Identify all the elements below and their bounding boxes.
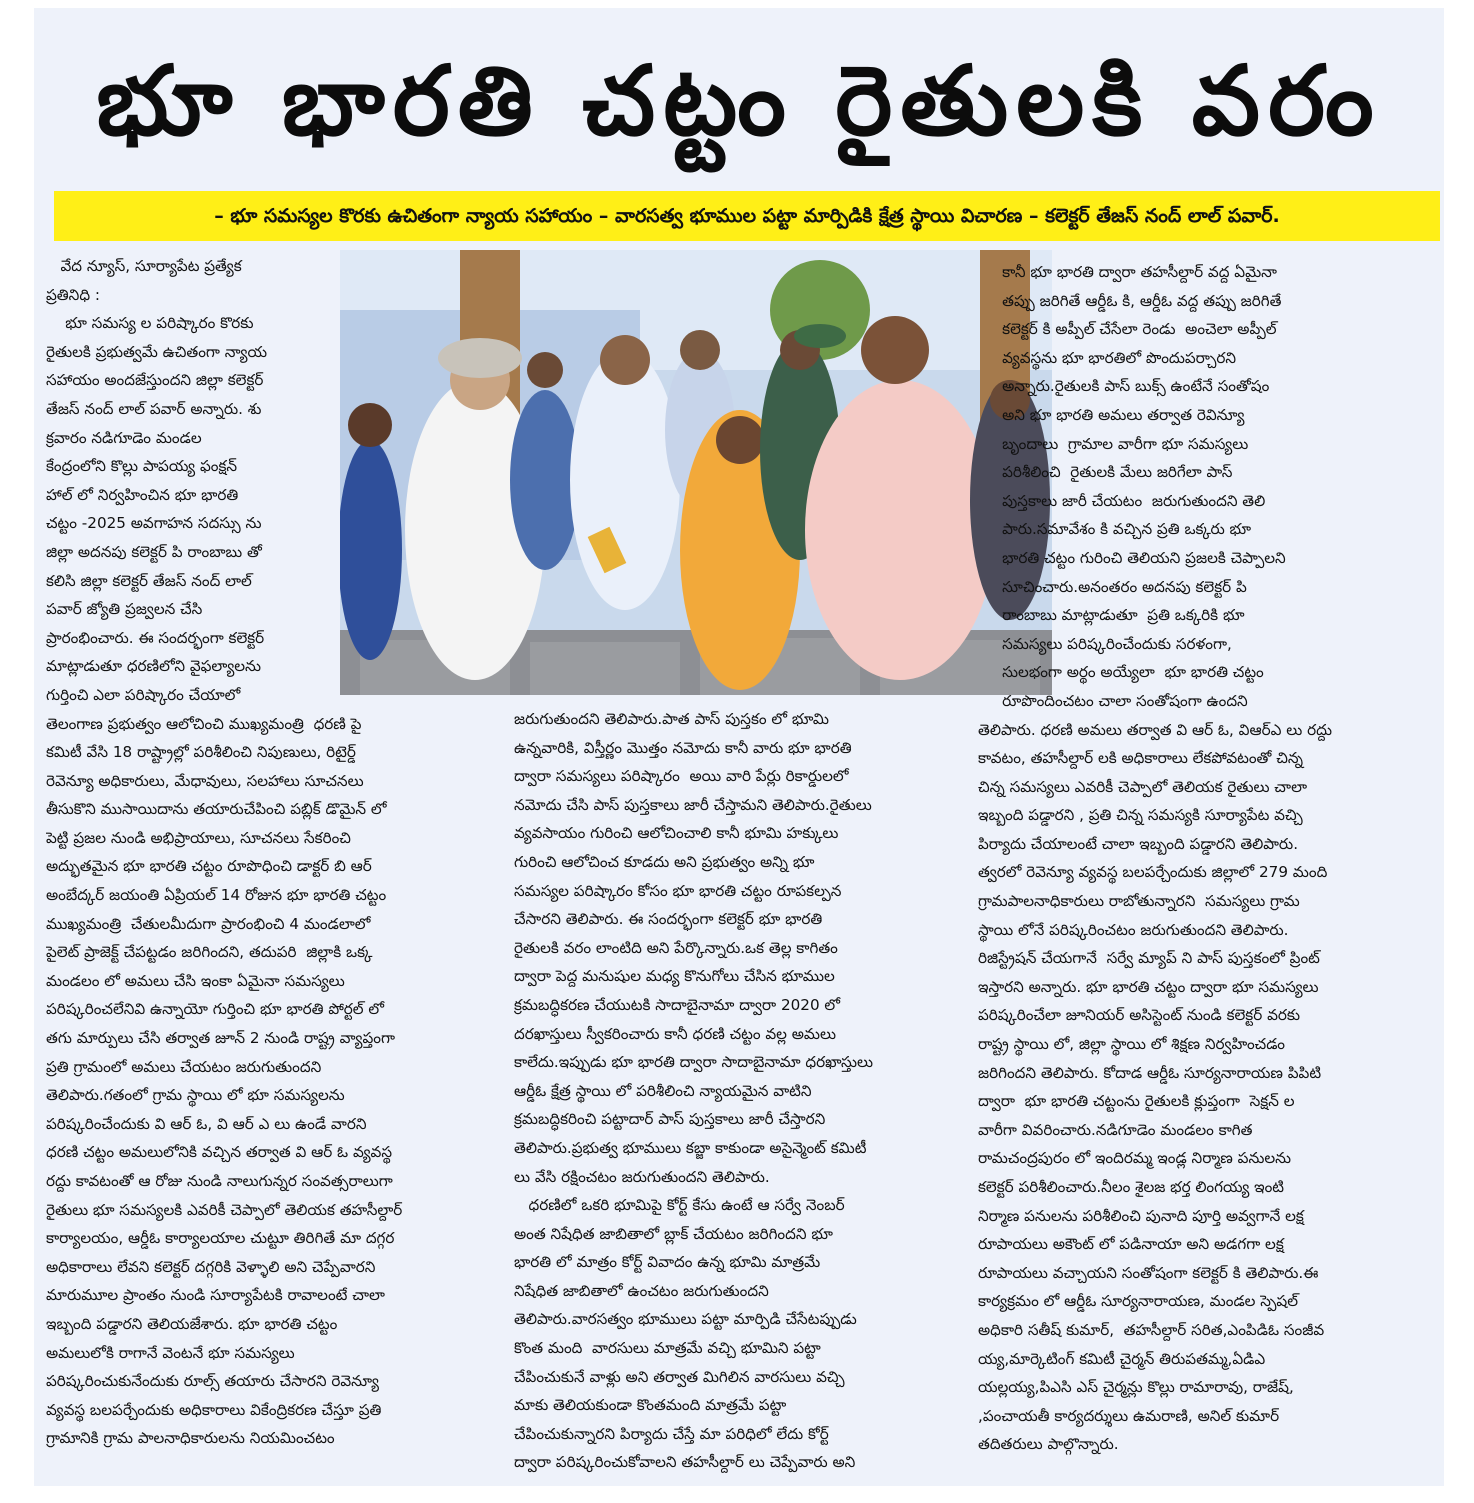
text-line: క్రవారం నడిగూడెం మండల	[46, 428, 202, 447]
text-line: ద్వారా పెద్ద మనుషుల మధ్య కొనుగోలు చేసిన భూముల	[514, 967, 835, 986]
text-line: రాంబాబు మాట్లాడుతూ ప్రతి ఒక్కరికి భూ	[978, 606, 1245, 625]
text-line: హాల్ లో నిర్వహించిన భూ భారతి	[46, 485, 239, 504]
text-line: చిన్న సమస్యలు ఎవరికీ చెప్పాలో తెలియక రైతులు చాలా	[978, 777, 1307, 796]
text-line: కార్యాలయం, ఆర్డీఓ కార్యాలయాల చుట్టూ తిరిగితే మా దగ్గర	[46, 1229, 395, 1248]
text-line: పరిష్కరించుకునేందుకు రూల్స్ తయారు చేసారని రెవెన్యూ	[46, 1372, 379, 1391]
text-line: పుస్తకాలు జారీ చేయటం జరుగుతుందని తెలి	[978, 491, 1266, 510]
text-line: సూచించారు.అనంతరం అదనపు కలెక్టర్ పి	[978, 577, 1247, 596]
text-line: రెవెన్యూ అధికారులు, మేధావులు, సలహాలు సూచనలు	[46, 771, 364, 790]
news-photo	[340, 250, 1052, 695]
text-line: రాష్ట్ర స్థాయి లో, జిల్లా స్థాయి లో శిక్షణ నిర్వహించడం	[978, 1035, 1285, 1054]
text-line: క్రమబద్ధికరణ చేయుటకి సాదాబైనామా ద్వారా 2020 లో	[514, 995, 841, 1014]
text-line: రద్దు కావటంతో ఆ రోజు నుండి నాలుగున్నర సంవత్సరాలుగా	[46, 1172, 393, 1190]
text-line: ఆర్డీఓ క్షేత్ర స్థాయి లో పరిశీలించి న్యాయమైన వాటిని	[514, 1081, 812, 1100]
text-line: సమస్యల పరిష్కారం కోసం భూ భారతి చట్టం రూపకల్పన	[514, 881, 842, 900]
text-line: అంబేద్కర్ జయంతి ఏప్రియల్ 14 రోజున భూ భారతి చట్టం	[46, 886, 387, 905]
text-line: నమోదు చేసి పాస్ పుస్తకాలు జారీ చేస్తామని తెలిపారు.రైతులు	[514, 795, 872, 814]
text-line: కలెక్టర్ పరిశీలించారు.నీలం శైలజ భర్త లింగయ్య ఇంటి	[978, 1178, 1285, 1196]
text-line: ద్వారా పరిష్కరించుకోవాలని తహసీల్దార్ లు చెప్పేవారు అని	[514, 1453, 856, 1472]
text-line: రామచంద్రపురం లో ఇందిరమ్మ ఇండ్ల నిర్మాణ పనులను	[978, 1149, 1292, 1168]
text-line: వ్యవస్థను భూ భారతిలో పొందుపర్చారని	[978, 348, 1237, 367]
text-line: కలిసి జిల్లా కలెక్టర్ తేజస్ నంద్ లాల్	[46, 571, 252, 590]
text-line: రూపొందించటం చాలా సంతోషంగా ఉందని	[978, 691, 1248, 710]
text-line: మాట్లాడుతూ ధరణిలోని వైఫల్యాలను	[46, 657, 261, 676]
text-line: ముఖ్యమంత్రి చేతులమీదుగా ప్రారంభించి 4 మండలాలో	[46, 914, 371, 933]
text-line: కానీ భూ భారతి ద్వారా తహసీల్దార్ వద్ద ఏమైనా	[978, 263, 1277, 281]
text-line: నిషేధిత జాబితాలో ఉంచటం జరుగుతుందని	[514, 1281, 769, 1300]
text-line: తెలిపారు. ధరణి అమలు తర్వాత వి ఆర్ ఓ, విఆర్ఎ లు రద్దు	[978, 720, 1333, 739]
text-line: కలెక్టర్ కి అప్పీల్ చేసేలా రెండు అంచెలా అప్పీల్	[978, 320, 1277, 339]
text-line: అధికారాలు లేవని కలెక్టర్ దగ్గరికి వెళ్ళాలి అని చెప్పేవారని	[46, 1257, 376, 1276]
text-line: పరిశీలించి రైతులకి మేలు జరిగేలా పాస్	[978, 463, 1233, 482]
text-line: భారతి చట్టం గురించి తెలియని ప్రజలకి చెప్పాలని	[978, 548, 1286, 567]
text-line: రూపాయలు వచ్చాయని సంతోషంగా కలెక్టర్ కి తెలిపారు.ఈ	[978, 1263, 1319, 1282]
text-line: స్థాయి లోనే పరిష్కరించటం జరుగుతుందని తెలిపారు.	[978, 920, 1289, 939]
text-line: వేద న్యూస్, సూర్యాపేట ప్రత్యేక	[46, 257, 242, 275]
text-line: తగు మార్పులు చేసి తర్వాత జూన్ 2 నుండి రాష్ట్ర వ్యాప్తంగా	[46, 1029, 395, 1048]
text-line: చేపించుకున్నారని పిర్యాదు చేస్తే మా పరిధిలో లేదు కోర్ట్	[514, 1424, 829, 1443]
text-line: భారతి లో మాత్రం కోర్ట్ వివాదం ఉన్న భూమి మాత్రమే	[514, 1253, 821, 1272]
text-line: పరిష్కరించేందుకు వి ఆర్ ఓ, వి ఆర్ ఎ లు ఉండే వారని	[46, 1114, 367, 1133]
text-line: చట్టం -2025 అవగాహన సదస్సు ను	[46, 514, 262, 533]
text-line: చేపించుకునే వాళ్లు అని తర్వాత మిగిలిన వారసులు వచ్చి	[514, 1367, 845, 1386]
text-line: తీసుకొని ముసాయిదాను తయారుచేపించి పబ్లిక్ డొమైన్ లో	[46, 800, 387, 819]
text-line: రైతులకి ప్రభుత్వమే ఉచితంగా న్యాయ	[46, 342, 267, 361]
text-line: ఇబ్బంది పడ్డారని , ప్రతి చిన్న సమస్యకి సూర్యాపేట వచ్చి	[978, 806, 1303, 825]
text-line: ద్వారా సమస్యలు పరిష్కారం అయి వారి పేర్లు రికార్డులలో	[514, 767, 849, 786]
text-line: అధికారి సతీష్ కుమార్, తహసీల్దార్ సరిత,ఎంపిడిఓ సంజీవ	[978, 1320, 1325, 1339]
text-line: గ్రామపాలనాధికారులు రాబోతున్నారని సమస్యలు గ్రామ	[978, 892, 1300, 911]
text-line: వారీగా వివరించారు.నడిగూడెం మండలం కాగిత	[978, 1120, 1253, 1139]
text-line: అని భూ భారతి అమలు తర్వాత రెవిన్యూ	[978, 405, 1245, 424]
text-line: అన్నారు.రైతులకి పాస్ బుక్స్ ఉంటేనే సంతోషం	[978, 377, 1270, 396]
text-line: కేంద్రంలోని కొల్లు పాపయ్య ఫంక్షన్	[46, 457, 238, 476]
text-line: తెలిపారు.వారసత్వం భూములు పట్టా మార్పిడి చేసేటప్పుడు	[514, 1310, 857, 1329]
text-line: దరఖాస్తులు స్వీకరించారు కానీ ధరణి చట్టం వల్ల అమలు	[514, 1024, 837, 1043]
text-line: రైతులకి వరం లాంటిది అని పేర్కొన్నారు.ఒక తెల్ల కాగితం	[514, 938, 838, 957]
text-line: తెలిపారు.ప్రభుత్వ భూములు కబ్జా కాకుండా అసైన్మెంట్ కమిటీ	[514, 1138, 867, 1157]
subheadline-bar: – భూ సమస్యల కొరకు ఉచితంగా న్యాయ సహాయం – వారసత్వ భూముల పట్టా మార్పిడికి క్షేత్ర స్థాయి విచారణ – కలెక్టర్ తేజస్ నంద్ లాల్ పవార్.	[54, 191, 1440, 241]
text-line: జరిగిందని తెలిపారు. కోదాడ ఆర్డీఓ సూర్యనారాయణ పిపిటి	[978, 1063, 1322, 1082]
text-line: పరిష్కరించేలా జూనియర్ అసిస్టెంట్ నుండి కలెక్టర్ వరకు	[978, 1006, 1301, 1025]
text-line: యల్లయ్య,పిఎసి ఎస్ చైర్మన్లు కొల్లు రామారావు, రాజేష్,	[978, 1378, 1294, 1397]
text-line: జిల్లా అదనపు కలెక్టర్ పి రాంబాబు తో	[46, 542, 262, 561]
text-line: ఉన్నవారికి, విస్తీర్ణం మొత్తం నమోదు కానీ వారు భూ భారతి	[514, 738, 852, 757]
text-line: అంత నిషేధిత జాబితాలో బ్లాక్ చేయటం జరిగిందని భూ	[514, 1224, 833, 1243]
headline: భూ భారతి చట్టం రైతులకి వరం	[96, 45, 1382, 157]
text-line: రైతులు భూ సమస్యలకి ఎవరికీ చెప్పాలో తెలియక తహసీల్దార్	[46, 1200, 403, 1219]
text-line: సులభంగా అర్థం అయ్యేలా భూ భారతి చట్టం	[978, 663, 1264, 682]
text-line: కార్యక్రమం లో ఆర్డీఓ సూర్యనారాయణ, మండల స్పెషల్	[978, 1292, 1299, 1311]
text-line: ధరణిలో ఒకరి భూమిపై కోర్ట్ కేసు ఉంటే ఆ సర్వే నెంబర్	[514, 1196, 845, 1215]
text-line: సమస్యలు పరిష్కరించేందుకు సరళంగా,	[978, 634, 1232, 653]
text-line: ద్వారా భూ భారతి చట్టంను రైతులకి క్లుప్తంగా సెక్షన్ ల	[978, 1092, 1295, 1111]
text-line: పారు.సమావేశం కి వచ్చిన ప్రతి ఒక్కరు భూ	[978, 520, 1252, 539]
text-line: అద్భుతమైన భూ భారతి చట్టం రూపొధించి డాక్టర్ బి ఆర్	[46, 857, 372, 876]
text-line: జరుగుతుందని తెలిపారు.పాత పాస్ పుస్తకం లో భూమి	[514, 710, 829, 728]
text-line: రిజిస్ట్రేషన్ చేయగానే సర్వే మ్యాప్ ని పాస్ పుస్తకంలో ప్రింట్	[978, 949, 1320, 968]
text-line: సహాయం అందజేస్తుందని జిల్లా కలెక్టర్	[46, 371, 264, 390]
text-line: భూ సమస్య ల పరిష్కారం కొరకు	[46, 314, 254, 333]
text-line: ప్రతి గ్రామంలో అమలు చేయటం జరుగుతుందని	[46, 1057, 322, 1076]
text-line: తదితరులు పాల్గొన్నారు.	[978, 1435, 1119, 1454]
text-line: కావటం, తహసీల్దార్ లకి అధికారాలు లేకపోవటంతో చిన్న	[978, 749, 1304, 768]
text-line: తప్పు జరిగితే ఆర్డీఓ కి, ఆర్డీఓ వద్ద తప్పు జరిగితే	[978, 291, 1282, 310]
text-line: రూపాయలు అకౌంట్ లో పడినాయా అని అడగగా లక్ష	[978, 1235, 1284, 1254]
text-line: క్రమబద్ధికరించి పట్టాదార్ పాస్ పుస్తకాలు జారీ చేస్తారని	[514, 1110, 826, 1129]
text-line: పైలెట్ ప్రాజెక్ట్ చేపట్టడం జరిగిందని, తదుపరి జిల్లాకి ఒక్క	[46, 943, 373, 962]
article-column-3	[978, 258, 1438, 1459]
text-line: లు వేసి రక్షించటం జరుగుతుందని తెలిపారు.	[514, 1167, 770, 1186]
text-line: ప్రారంభించారు. ఈ సందర్భంగా కలెక్టర్	[46, 628, 265, 647]
text-line: మాకు తెలియకుండా కొంతమంది మాత్రమే పట్టా	[514, 1396, 787, 1415]
text-line: కమిటీ వేసి 18 రాష్ట్రాల్లో పరిశీలించి నిపుణులు, రిటైర్డ్	[46, 743, 356, 762]
text-line: అమలులోకి రాగానే వెంటనే భూ సమస్యలు	[46, 1343, 295, 1362]
text-line: ప్రతినిధి :	[46, 285, 101, 304]
text-line: ధరణి చట్టం అమలులోనికి వచ్చిన తర్వాత వి ఆర్ ఓ వ్యవస్థ	[46, 1143, 393, 1162]
text-line: తెలిపారు.గతంలో గ్రామ స్థాయి లో భూ సమస్యలను	[46, 1086, 345, 1105]
text-line: మారుమూల ప్రాంతం నుండి సూర్యాపేటకి రావాలంటే చాలా	[46, 1286, 385, 1305]
text-line: త్వరలో రెవెన్యూ వ్యవస్థ బలపర్చేందుకు జిల్లాలో 279 మంది	[978, 863, 1328, 882]
text-line: నిర్మాణ పనులను పరిశీలించి పునాది పూర్తి అవ్వగానే లక్ష	[978, 1206, 1304, 1225]
text-line: పరిష్కరించలేనివి ఉన్నాయో గుర్తించి భూ భారతి పోర్టల్ లో	[46, 1000, 385, 1019]
text-line: గ్రామానికి గ్రామ పాలనాధికారులను నియమించటం	[46, 1429, 335, 1448]
text-line: య్య,మార్కెటింగ్ కమిటీ చైర్మన్ తిరుపతమ్మ,ఏడిఎ	[978, 1349, 1266, 1368]
text-line: గురించి ఆలోచించ కూడదు అని ప్రభుత్వం అన్ని భూ	[514, 852, 815, 871]
text-line: వ్యవస్థ బలపర్చేందుకు అధికారాలు వికేంద్రికరణ చేస్తూ ప్రతి	[46, 1400, 382, 1419]
text-line: వ్యవసాయం గురించి ఆలోచించాలి కానీ భూమి హక్కులు	[514, 824, 839, 843]
article-column-2	[514, 705, 974, 1477]
text-line: కొంత మంది వారసులు మాత్రమే వచ్చి భూమిని పట్టా	[514, 1339, 821, 1358]
newspaper-page	[34, 8, 1444, 1486]
text-line: పవార్ జ్యోతి ప్రజ్వలన చేసి	[46, 600, 203, 619]
text-line: ఇబ్బంది పడ్డారని తెలియజేశారు. భూ భారతి చట్టం	[46, 1314, 338, 1333]
text-line: బృందాలు గ్రామాల వారీగా భూ సమస్యలు	[978, 434, 1249, 453]
text-line: కాలేదు.ఇప్పుడు భూ భారతి ద్వారా సాదాబైనామా ధరఖాస్తులు	[514, 1053, 873, 1072]
text-line: తేజస్ నంద్ లాల్ పవార్ అన్నారు. శు	[46, 399, 262, 418]
text-line: ఇస్తారని అన్నారు. భూ భారతి చట్టం ద్వారా భూ సమస్యలు	[978, 977, 1319, 996]
text-line: పెట్టి ప్రజల నుండి అభిప్రాయాలు, సూచనలు సేకరించి	[46, 828, 351, 847]
text-line: పిర్యాదు చేయాలంటే చాలా ఇబ్బంది పడ్డారని తెలిపారు.	[978, 834, 1299, 853]
text-line: చేసారని తెలిపారు. ఈ సందర్భంగా కలెక్టర్ భూ భారతి	[514, 910, 823, 929]
text-line: తెలంగాణ ప్రభుత్వం ఆలోచించి ముఖ్యమంత్రి ధరణి పై	[46, 714, 362, 733]
text-line: ,పంచాయతీ కార్యదర్శులు ఉమరాణి, అనిల్ కుమార్	[978, 1406, 1280, 1425]
text-line: గుర్తించి ఎలా పరిష్కారం చేయాలో	[46, 685, 241, 704]
text-line: మండలం లో అమలు చేసి ఇంకా ఏమైనా సమస్యలు	[46, 971, 345, 990]
